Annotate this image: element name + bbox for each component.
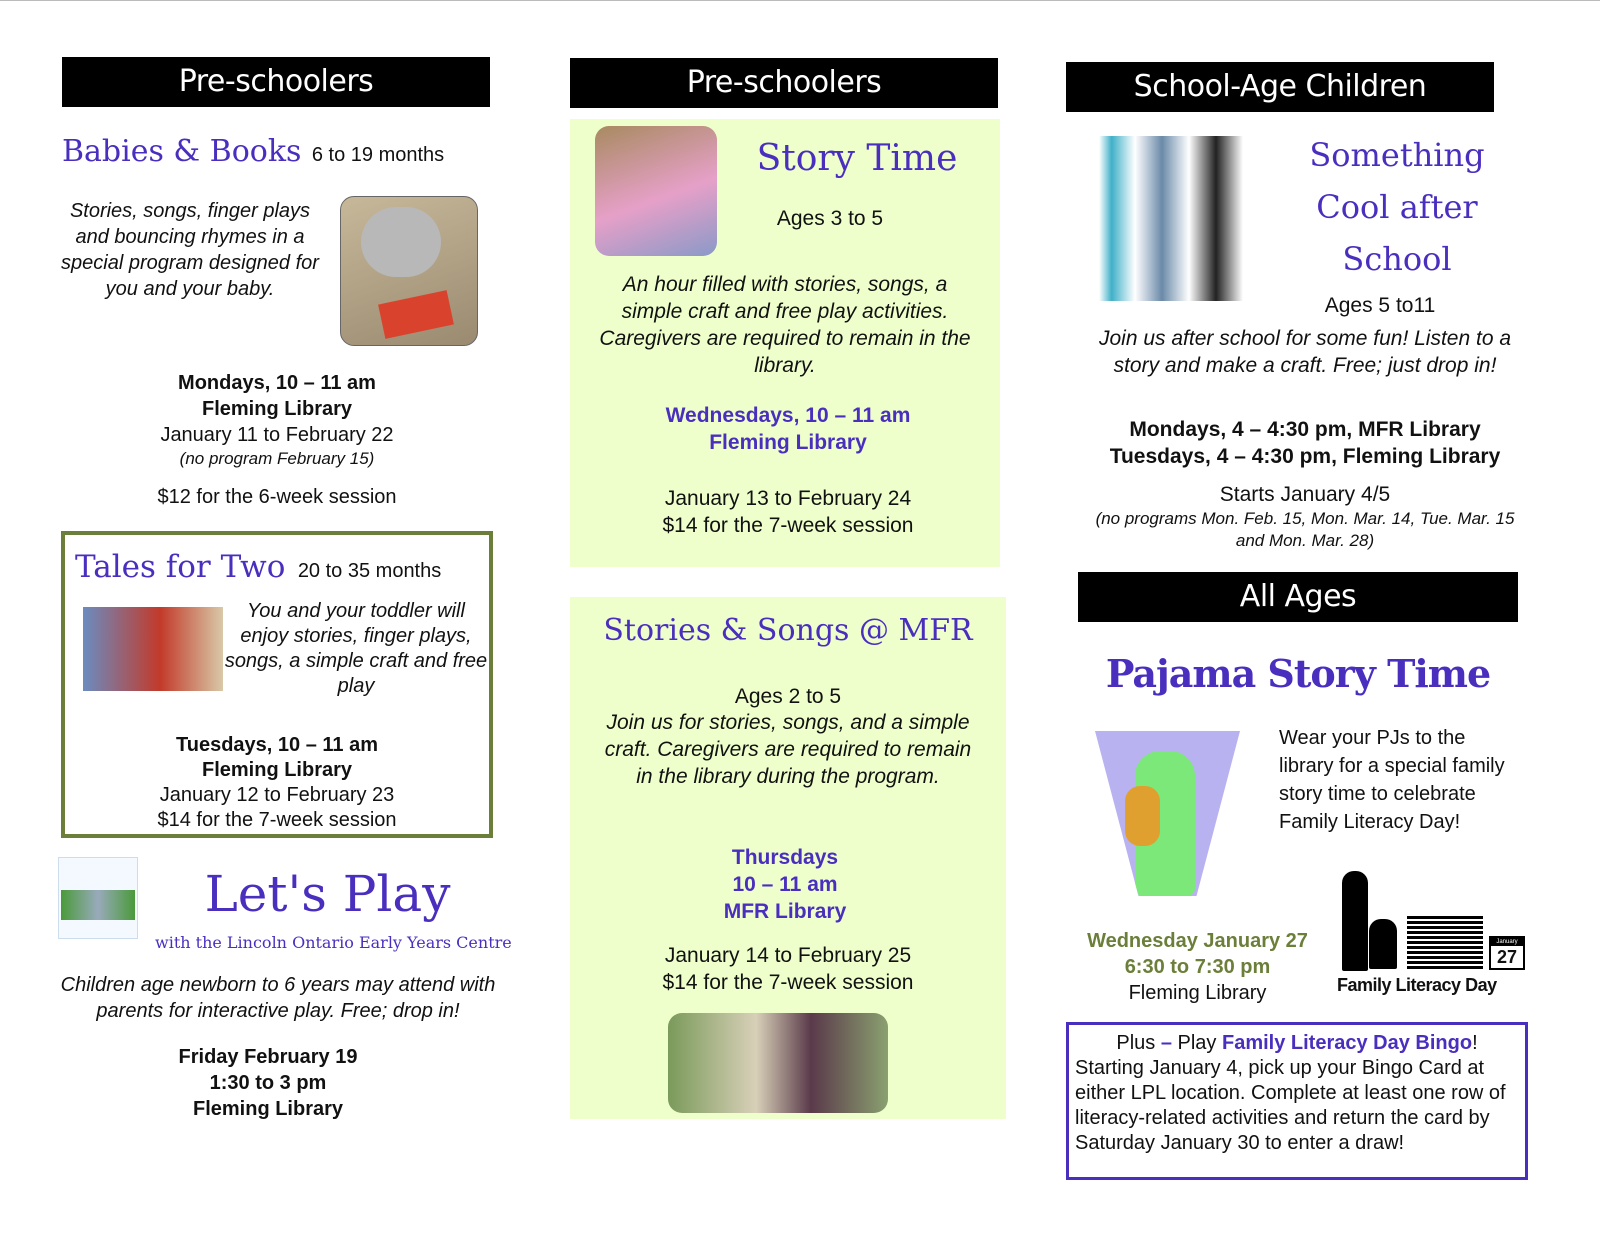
bingo-plus: Plus [1116, 1032, 1156, 1054]
lets-play-location: Fleming Library [192, 1098, 344, 1120]
something-cool-title: Something Cool after School [1309, 136, 1485, 278]
story-time-location: Fleming Library [709, 431, 867, 454]
bingo-box [1066, 1022, 1528, 1180]
calendar-day: 27 [1496, 947, 1518, 967]
lets-play-description: Children age newborn to 6 years may attend with parents for interactive play. Free; drop in! [60, 974, 496, 1022]
babies-books-description: Stories, songs, finger plays and bouncing rhymes in a special program designed for you and your baby. [61, 200, 319, 300]
stories-songs-day: Thursdays [731, 846, 839, 869]
babies-books-day: Mondays, 10 – 11 am [178, 372, 376, 394]
child-reading-photo [595, 126, 717, 256]
babies-books-location: Fleming Library [201, 398, 353, 420]
lets-play-title: Let's Play [204, 865, 451, 923]
tales-for-two-box [61, 531, 493, 838]
something-cool-starts: Starts January 4/5 [1219, 483, 1391, 506]
bingo-exclaim: ! [1472, 1032, 1478, 1054]
story-time-description: An hour filled with stories, songs, a simple craft and free play activities. Caregivers are required to remain in the library. [599, 273, 971, 377]
bingo-play: Play [1177, 1032, 1217, 1054]
pajama-child-illustration [1095, 731, 1240, 896]
bingo-body: Starting January 4, pick up your Bingo Card at either LPL location. Complete at least one row of literacy-related activities and return the card by Saturday January 30 to enter a draw! [1075, 1057, 1506, 1154]
story-time-title: Story Time [756, 138, 958, 179]
stories-songs-title: Stories & Songs @ MFR [603, 613, 973, 648]
section-header-preschoolers-2: Pre-schoolers [570, 58, 998, 108]
bingo-dash: – [1160, 1032, 1172, 1054]
tales-title: Tales for Two [75, 549, 286, 585]
tales-day: Tuesdays, 10 – 11 am [176, 734, 378, 756]
stories-songs-time: 10 – 11 am [732, 873, 838, 896]
family-literacy-day-logo-text: Family Literacy Day [1337, 975, 1497, 995]
ontario-early-years-logo [58, 857, 138, 939]
toddler-reading-photo [83, 607, 223, 691]
something-cool-tuesdays: Tuesdays, 4 – 4:30 pm, Fleming Library [1109, 445, 1501, 468]
tales-price: $14 for the 7-week session [157, 809, 397, 831]
bingo-highlight: Family Literacy Day Bingo [1221, 1032, 1473, 1054]
tales-description: You and your toddler will enjoy stories, finger plays, songs, a simple craft and free play [224, 600, 488, 697]
something-cool-ages: Ages 5 to11 [1324, 294, 1436, 317]
stories-songs-description: Join us for stories, songs, and a simple craft. Caregivers are required to remain in the library during the program. [604, 711, 972, 788]
story-time-ages: Ages 3 to 5 [776, 207, 884, 230]
tales-location: Fleming Library [201, 759, 353, 781]
something-cool-mondays: Mondays, 4 – 4:30 pm, MFR Library [1129, 418, 1481, 441]
section-header-school-age: School-Age Children [1066, 62, 1494, 112]
lets-play-subtitle: with the Lincoln Ontario Early Years Centre [155, 933, 512, 952]
pajama-story-title: Pajama Story Time [1105, 651, 1491, 696]
baby-photo [340, 196, 478, 346]
calendar-month: January [1491, 938, 1523, 946]
story-time-panel [570, 119, 1000, 567]
story-time-day: Wednesdays, 10 – 11 am [665, 404, 911, 427]
school-children-photo [1090, 136, 1270, 301]
babies-books-dates: January 11 to February 22 [160, 424, 394, 446]
family-literacy-day-logo [1337, 869, 1532, 999]
stories-songs-dates: January 14 to February 25 [664, 944, 912, 967]
pajama-description: Wear your PJs to the library for a special family story time to celebrate Family Literacy Day! [1279, 727, 1505, 833]
stories-songs-location: MFR Library [723, 900, 847, 923]
lets-play-day: Friday February 19 [178, 1046, 358, 1068]
tales-ages: 20 to 35 months [297, 560, 442, 582]
stories-songs-ages: Ages 2 to 5 [734, 685, 842, 708]
babies-books-ages: 6 to 19 months [311, 144, 445, 166]
stories-songs-panel [570, 597, 1006, 1119]
section-header-all-ages: All Ages [1078, 572, 1518, 622]
tales-dates: January 12 to February 23 [159, 784, 395, 806]
pajama-date: Wednesday January 27 [1087, 930, 1308, 952]
something-cool-note: (no programs Mon. Feb. 15, Mon. Mar. 14, Tue. Mar. 15 and Mon. Mar. 28) [1095, 509, 1515, 550]
section-header-preschoolers: Pre-schoolers [62, 57, 490, 107]
librarian-reading-photo [668, 1013, 888, 1113]
babies-books-title: Babies & Books [62, 134, 302, 169]
babies-books-price: $12 for the 6-week session [157, 486, 397, 508]
pajama-location: Fleming Library [1128, 982, 1267, 1004]
pajama-time: 6:30 to 7:30 pm [1124, 956, 1271, 978]
stories-songs-price: $14 for the 7-week session [662, 971, 914, 994]
lets-play-time: 1:30 to 3 pm [209, 1072, 327, 1094]
something-cool-description: Join us after school for some fun! Listen to a story and make a craft. Free; just drop in! [1098, 327, 1512, 377]
babies-books-note: (no program February 15) [179, 449, 375, 468]
babies-books-heading [62, 134, 502, 169]
story-time-price: $14 for the 7-week session [662, 514, 914, 537]
story-time-dates: January 13 to February 24 [664, 487, 912, 510]
